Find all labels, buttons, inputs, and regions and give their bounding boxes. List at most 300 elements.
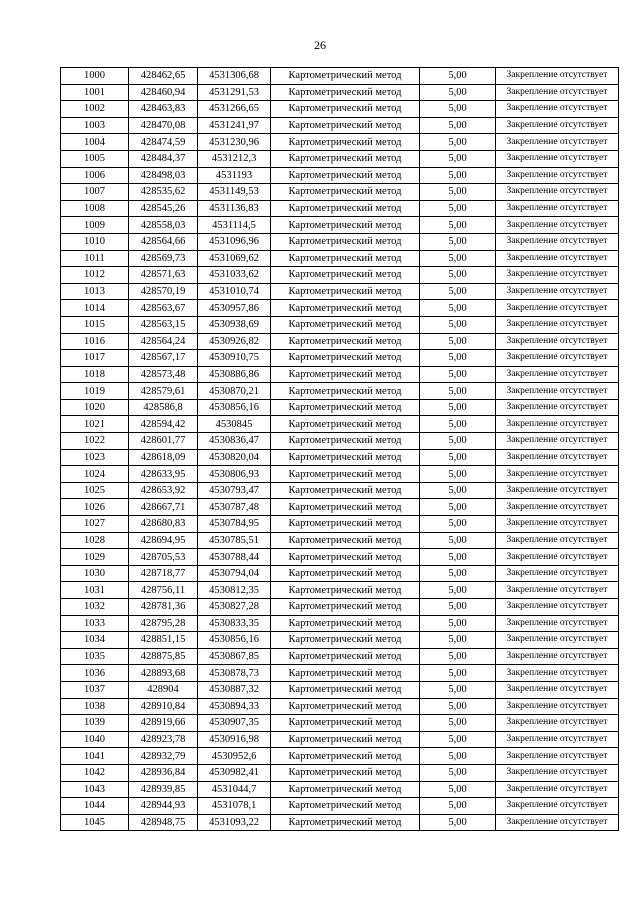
point-number-cell: 1027 [61, 516, 129, 533]
point-number-cell: 1015 [61, 316, 129, 333]
x-coordinate-cell: 428756,11 [129, 582, 198, 599]
accuracy-cell: 5,00 [420, 200, 496, 217]
method-cell: Картометрический метод [271, 300, 420, 317]
coordinates-table [60, 67, 619, 831]
method-cell: Картометрический метод [271, 333, 420, 350]
point-number-cell: 1008 [61, 200, 129, 217]
x-coordinate-cell: 428705,53 [129, 549, 198, 566]
table-row [61, 532, 619, 549]
point-number-cell: 1001 [61, 84, 129, 101]
accuracy-cell: 5,00 [420, 283, 496, 300]
table-row [61, 781, 619, 798]
point-number-cell: 1025 [61, 482, 129, 499]
x-coordinate-cell: 428586,8 [129, 399, 198, 416]
y-coordinate-cell: 4531010,74 [198, 283, 271, 300]
method-cell: Картометрический метод [271, 84, 420, 101]
accuracy-cell: 5,00 [420, 532, 496, 549]
accuracy-cell: 5,00 [420, 433, 496, 450]
table-row [61, 466, 619, 483]
method-cell: Картометрический метод [271, 715, 420, 732]
accuracy-cell: 5,00 [420, 68, 496, 85]
method-cell: Картометрический метод [271, 599, 420, 616]
method-cell: Картометрический метод [271, 150, 420, 167]
method-cell: Картометрический метод [271, 532, 420, 549]
x-coordinate-cell: 428694,95 [129, 532, 198, 549]
accuracy-cell: 5,00 [420, 549, 496, 566]
accuracy-cell: 5,00 [420, 764, 496, 781]
point-number-cell: 1036 [61, 665, 129, 682]
y-coordinate-cell: 4530827,28 [198, 599, 271, 616]
accuracy-cell: 5,00 [420, 781, 496, 798]
point-number-cell: 1028 [61, 532, 129, 549]
table-row [61, 665, 619, 682]
fixing-description-cell: Закрепление отсутствует [496, 549, 619, 566]
y-coordinate-cell: 4530870,21 [198, 383, 271, 400]
fixing-description-cell: Закрепление отсутствует [496, 814, 619, 831]
y-coordinate-cell: 4530887,32 [198, 681, 271, 698]
fixing-description-cell: Закрепление отсутствует [496, 184, 619, 201]
accuracy-cell: 5,00 [420, 300, 496, 317]
method-cell: Картометрический метод [271, 648, 420, 665]
method-cell: Картометрический метод [271, 233, 420, 250]
table-row [61, 748, 619, 765]
y-coordinate-cell: 4530916,98 [198, 731, 271, 748]
point-number-cell: 1013 [61, 283, 129, 300]
table-row [61, 648, 619, 665]
fixing-description-cell: Закрепление отсутствует [496, 516, 619, 533]
table-row [61, 350, 619, 367]
point-number-cell: 1044 [61, 798, 129, 815]
method-cell: Картометрический метод [271, 449, 420, 466]
table-row [61, 267, 619, 284]
method-cell: Картометрический метод [271, 366, 420, 383]
accuracy-cell: 5,00 [420, 233, 496, 250]
x-coordinate-cell: 428932,79 [129, 748, 198, 765]
method-cell: Картометрический метод [271, 781, 420, 798]
method-cell: Картометрический метод [271, 499, 420, 516]
accuracy-cell: 5,00 [420, 814, 496, 831]
point-number-cell: 1024 [61, 466, 129, 483]
point-number-cell: 1003 [61, 117, 129, 134]
accuracy-cell: 5,00 [420, 698, 496, 715]
accuracy-cell: 5,00 [420, 665, 496, 682]
fixing-description-cell: Закрепление отсутствует [496, 681, 619, 698]
method-cell: Картометрический метод [271, 814, 420, 831]
fixing-description-cell: Закрепление отсутствует [496, 449, 619, 466]
table-row [61, 814, 619, 831]
table-row [61, 117, 619, 134]
method-cell: Картометрический метод [271, 549, 420, 566]
fixing-description-cell: Закрепление отсутствует [496, 350, 619, 367]
y-coordinate-cell: 4531044,7 [198, 781, 271, 798]
point-number-cell: 1020 [61, 399, 129, 416]
accuracy-cell: 5,00 [420, 565, 496, 582]
table-row [61, 599, 619, 616]
fixing-description-cell: Закрепление отсутствует [496, 117, 619, 134]
fixing-description-cell: Закрепление отсутствует [496, 283, 619, 300]
table-row [61, 283, 619, 300]
point-number-cell: 1002 [61, 101, 129, 118]
method-cell: Картометрический метод [271, 632, 420, 649]
point-number-cell: 1043 [61, 781, 129, 798]
x-coordinate-cell: 428653,92 [129, 482, 198, 499]
fixing-description-cell: Закрепление отсутствует [496, 632, 619, 649]
y-coordinate-cell: 4531266,65 [198, 101, 271, 118]
fixing-description-cell: Закрепление отсутствует [496, 200, 619, 217]
table-row [61, 316, 619, 333]
fixing-description-cell: Закрепление отсутствует [496, 333, 619, 350]
point-number-cell: 1038 [61, 698, 129, 715]
table-row [61, 233, 619, 250]
x-coordinate-cell: 428680,83 [129, 516, 198, 533]
y-coordinate-cell: 4530952,6 [198, 748, 271, 765]
x-coordinate-cell: 428618,09 [129, 449, 198, 466]
fixing-description-cell: Закрепление отсутствует [496, 748, 619, 765]
fixing-description-cell: Закрепление отсутствует [496, 781, 619, 798]
point-number-cell: 1039 [61, 715, 129, 732]
point-number-cell: 1018 [61, 366, 129, 383]
y-coordinate-cell: 4531136,83 [198, 200, 271, 217]
method-cell: Картометрический метод [271, 482, 420, 499]
point-number-cell: 1035 [61, 648, 129, 665]
method-cell: Картометрический метод [271, 350, 420, 367]
method-cell: Картометрический метод [271, 184, 420, 201]
table-row [61, 516, 619, 533]
fixing-description-cell: Закрепление отсутствует [496, 665, 619, 682]
y-coordinate-cell: 4530886,86 [198, 366, 271, 383]
fixing-description-cell: Закрепление отсутствует [496, 399, 619, 416]
point-number-cell: 1006 [61, 167, 129, 184]
x-coordinate-cell: 428594,42 [129, 416, 198, 433]
x-coordinate-cell: 428919,66 [129, 715, 198, 732]
point-number-cell: 1009 [61, 217, 129, 234]
accuracy-cell: 5,00 [420, 117, 496, 134]
method-cell: Картометрический метод [271, 731, 420, 748]
x-coordinate-cell: 428633,95 [129, 466, 198, 483]
x-coordinate-cell: 428893,68 [129, 665, 198, 682]
y-coordinate-cell: 4531078,1 [198, 798, 271, 815]
y-coordinate-cell: 4530785,51 [198, 532, 271, 549]
y-coordinate-cell: 4530806,93 [198, 466, 271, 483]
fixing-description-cell: Закрепление отсутствует [496, 366, 619, 383]
y-coordinate-cell: 4530836,47 [198, 433, 271, 450]
method-cell: Картометрический метод [271, 399, 420, 416]
method-cell: Картометрический метод [271, 283, 420, 300]
x-coordinate-cell: 428545,26 [129, 200, 198, 217]
y-coordinate-cell: 4530793,47 [198, 482, 271, 499]
table-row [61, 167, 619, 184]
y-coordinate-cell: 4531193 [198, 167, 271, 184]
point-number-cell: 1010 [61, 233, 129, 250]
method-cell: Картометрический метод [271, 748, 420, 765]
accuracy-cell: 5,00 [420, 599, 496, 616]
y-coordinate-cell: 4530788,44 [198, 549, 271, 566]
coordinates-table-body [61, 68, 619, 831]
x-coordinate-cell: 428795,28 [129, 615, 198, 632]
x-coordinate-cell: 428781,36 [129, 599, 198, 616]
y-coordinate-cell: 4531212,3 [198, 150, 271, 167]
x-coordinate-cell: 428563,15 [129, 316, 198, 333]
method-cell: Картометрический метод [271, 466, 420, 483]
fixing-description-cell: Закрепление отсутствует [496, 648, 619, 665]
method-cell: Картометрический метод [271, 68, 420, 85]
x-coordinate-cell: 428939,85 [129, 781, 198, 798]
method-cell: Картометрический метод [271, 798, 420, 815]
x-coordinate-cell: 428569,73 [129, 250, 198, 267]
point-number-cell: 1042 [61, 764, 129, 781]
table-row [61, 399, 619, 416]
point-number-cell: 1011 [61, 250, 129, 267]
point-number-cell: 1014 [61, 300, 129, 317]
method-cell: Картометрический метод [271, 200, 420, 217]
y-coordinate-cell: 4530926,82 [198, 333, 271, 350]
x-coordinate-cell: 428563,67 [129, 300, 198, 317]
fixing-description-cell: Закрепление отсутствует [496, 466, 619, 483]
point-number-cell: 1022 [61, 433, 129, 450]
accuracy-cell: 5,00 [420, 267, 496, 284]
method-cell: Картометрический метод [271, 316, 420, 333]
point-number-cell: 1030 [61, 565, 129, 582]
x-coordinate-cell: 428535,62 [129, 184, 198, 201]
fixing-description-cell: Закрепление отсутствует [496, 150, 619, 167]
method-cell: Картометрический метод [271, 615, 420, 632]
point-number-cell: 1045 [61, 814, 129, 831]
point-number-cell: 1040 [61, 731, 129, 748]
x-coordinate-cell: 428579,61 [129, 383, 198, 400]
x-coordinate-cell: 428498,03 [129, 167, 198, 184]
table-row [61, 101, 619, 118]
fixing-description-cell: Закрепление отсутствует [496, 433, 619, 450]
point-number-cell: 1029 [61, 549, 129, 566]
accuracy-cell: 5,00 [420, 731, 496, 748]
y-coordinate-cell: 4530856,16 [198, 399, 271, 416]
fixing-description-cell: Закрепление отсутствует [496, 582, 619, 599]
fixing-description-cell: Закрепление отсутствует [496, 764, 619, 781]
y-coordinate-cell: 4530784,95 [198, 516, 271, 533]
method-cell: Картометрический метод [271, 516, 420, 533]
fixing-description-cell: Закрепление отсутствует [496, 300, 619, 317]
accuracy-cell: 5,00 [420, 101, 496, 118]
y-coordinate-cell: 4531291,53 [198, 84, 271, 101]
y-coordinate-cell: 4530910,75 [198, 350, 271, 367]
accuracy-cell: 5,00 [420, 648, 496, 665]
table-row [61, 681, 619, 698]
fixing-description-cell: Закрепление отсутствует [496, 798, 619, 815]
y-coordinate-cell: 4530833,35 [198, 615, 271, 632]
table-row [61, 200, 619, 217]
fixing-description-cell: Закрепление отсутствует [496, 383, 619, 400]
x-coordinate-cell: 428570,19 [129, 283, 198, 300]
accuracy-cell: 5,00 [420, 366, 496, 383]
accuracy-cell: 5,00 [420, 798, 496, 815]
method-cell: Картометрический метод [271, 764, 420, 781]
x-coordinate-cell: 428875,85 [129, 648, 198, 665]
x-coordinate-cell: 428571,63 [129, 267, 198, 284]
fixing-description-cell: Закрепление отсутствует [496, 532, 619, 549]
fixing-description-cell: Закрепление отсутствует [496, 416, 619, 433]
x-coordinate-cell: 428573,48 [129, 366, 198, 383]
y-coordinate-cell: 4531230,96 [198, 134, 271, 151]
method-cell: Картометрический метод [271, 698, 420, 715]
table-row [61, 433, 619, 450]
table-row [61, 731, 619, 748]
table-row [61, 565, 619, 582]
fixing-description-cell: Закрепление отсутствует [496, 565, 619, 582]
accuracy-cell: 5,00 [420, 134, 496, 151]
table-row [61, 632, 619, 649]
accuracy-cell: 5,00 [420, 316, 496, 333]
accuracy-cell: 5,00 [420, 383, 496, 400]
y-coordinate-cell: 4531069,62 [198, 250, 271, 267]
accuracy-cell: 5,00 [420, 333, 496, 350]
table-row [61, 416, 619, 433]
x-coordinate-cell: 428851,15 [129, 632, 198, 649]
accuracy-cell: 5,00 [420, 416, 496, 433]
y-coordinate-cell: 4530845 [198, 416, 271, 433]
fixing-description-cell: Закрепление отсутствует [496, 134, 619, 151]
accuracy-cell: 5,00 [420, 615, 496, 632]
method-cell: Картометрический метод [271, 565, 420, 582]
fixing-description-cell: Закрепление отсутствует [496, 250, 619, 267]
y-coordinate-cell: 4531093,22 [198, 814, 271, 831]
y-coordinate-cell: 4530867,85 [198, 648, 271, 665]
table-row [61, 449, 619, 466]
y-coordinate-cell: 4530878,73 [198, 665, 271, 682]
point-number-cell: 1005 [61, 150, 129, 167]
y-coordinate-cell: 4530938,69 [198, 316, 271, 333]
x-coordinate-cell: 428904 [129, 681, 198, 698]
accuracy-cell: 5,00 [420, 250, 496, 267]
fixing-description-cell: Закрепление отсутствует [496, 233, 619, 250]
x-coordinate-cell: 428923,78 [129, 731, 198, 748]
method-cell: Картометрический метод [271, 416, 420, 433]
point-number-cell: 1004 [61, 134, 129, 151]
accuracy-cell: 5,00 [420, 150, 496, 167]
point-number-cell: 1041 [61, 748, 129, 765]
accuracy-cell: 5,00 [420, 350, 496, 367]
fixing-description-cell: Закрепление отсутствует [496, 316, 619, 333]
y-coordinate-cell: 4530820,04 [198, 449, 271, 466]
table-row [61, 764, 619, 781]
table-row [61, 250, 619, 267]
table-row [61, 84, 619, 101]
x-coordinate-cell: 428667,71 [129, 499, 198, 516]
x-coordinate-cell: 428936,84 [129, 764, 198, 781]
method-cell: Картометрический метод [271, 582, 420, 599]
accuracy-cell: 5,00 [420, 466, 496, 483]
x-coordinate-cell: 428718,77 [129, 565, 198, 582]
accuracy-cell: 5,00 [420, 681, 496, 698]
y-coordinate-cell: 4530894,33 [198, 698, 271, 715]
accuracy-cell: 5,00 [420, 482, 496, 499]
table-row [61, 150, 619, 167]
point-number-cell: 1012 [61, 267, 129, 284]
fixing-description-cell: Закрепление отсутствует [496, 68, 619, 85]
accuracy-cell: 5,00 [420, 715, 496, 732]
table-row [61, 68, 619, 85]
accuracy-cell: 5,00 [420, 632, 496, 649]
fixing-description-cell: Закрепление отсутствует [496, 267, 619, 284]
y-coordinate-cell: 4530812,35 [198, 582, 271, 599]
accuracy-cell: 5,00 [420, 217, 496, 234]
fixing-description-cell: Закрепление отсутствует [496, 599, 619, 616]
method-cell: Картометрический метод [271, 433, 420, 450]
method-cell: Картометрический метод [271, 250, 420, 267]
y-coordinate-cell: 4530787,48 [198, 499, 271, 516]
point-number-cell: 1000 [61, 68, 129, 85]
method-cell: Картометрический метод [271, 681, 420, 698]
fixing-description-cell: Закрепление отсутствует [496, 482, 619, 499]
table-row [61, 300, 619, 317]
accuracy-cell: 5,00 [420, 748, 496, 765]
method-cell: Картометрический метод [271, 217, 420, 234]
table-row [61, 798, 619, 815]
x-coordinate-cell: 428567,17 [129, 350, 198, 367]
method-cell: Картометрический метод [271, 383, 420, 400]
table-row [61, 366, 619, 383]
page-number: 26 [314, 38, 326, 52]
fixing-description-cell: Закрепление отсутствует [496, 615, 619, 632]
table-row [61, 217, 619, 234]
fixing-description-cell: Закрепление отсутствует [496, 217, 619, 234]
y-coordinate-cell: 4531114,5 [198, 217, 271, 234]
accuracy-cell: 5,00 [420, 582, 496, 599]
table-row [61, 582, 619, 599]
table-row [61, 715, 619, 732]
method-cell: Картометрический метод [271, 117, 420, 134]
x-coordinate-cell: 428460,94 [129, 84, 198, 101]
method-cell: Картометрический метод [271, 167, 420, 184]
method-cell: Картометрический метод [271, 665, 420, 682]
y-coordinate-cell: 4530794,04 [198, 565, 271, 582]
fixing-description-cell: Закрепление отсутствует [496, 84, 619, 101]
point-number-cell: 1031 [61, 582, 129, 599]
accuracy-cell: 5,00 [420, 449, 496, 466]
point-number-cell: 1026 [61, 499, 129, 516]
accuracy-cell: 5,00 [420, 167, 496, 184]
fixing-description-cell: Закрепление отсутствует [496, 715, 619, 732]
fixing-description-cell: Закрепление отсутствует [496, 698, 619, 715]
table-row [61, 698, 619, 715]
y-coordinate-cell: 4530957,86 [198, 300, 271, 317]
fixing-description-cell: Закрепление отсутствует [496, 167, 619, 184]
x-coordinate-cell: 428564,24 [129, 333, 198, 350]
point-number-cell: 1033 [61, 615, 129, 632]
accuracy-cell: 5,00 [420, 499, 496, 516]
method-cell: Картометрический метод [271, 267, 420, 284]
x-coordinate-cell: 428463,83 [129, 101, 198, 118]
y-coordinate-cell: 4531241,97 [198, 117, 271, 134]
fixing-description-cell: Закрепление отсутствует [496, 731, 619, 748]
x-coordinate-cell: 428564,66 [129, 233, 198, 250]
table-row [61, 482, 619, 499]
method-cell: Картометрический метод [271, 101, 420, 118]
y-coordinate-cell: 4531033,62 [198, 267, 271, 284]
point-number-cell: 1037 [61, 681, 129, 698]
accuracy-cell: 5,00 [420, 184, 496, 201]
fixing-description-cell: Закрепление отсутствует [496, 499, 619, 516]
table-row [61, 615, 619, 632]
point-number-cell: 1023 [61, 449, 129, 466]
x-coordinate-cell: 428474,59 [129, 134, 198, 151]
y-coordinate-cell: 4531306,68 [198, 68, 271, 85]
point-number-cell: 1032 [61, 599, 129, 616]
point-number-cell: 1034 [61, 632, 129, 649]
y-coordinate-cell: 4531149,53 [198, 184, 271, 201]
table-row [61, 499, 619, 516]
point-number-cell: 1017 [61, 350, 129, 367]
x-coordinate-cell: 428601,77 [129, 433, 198, 450]
